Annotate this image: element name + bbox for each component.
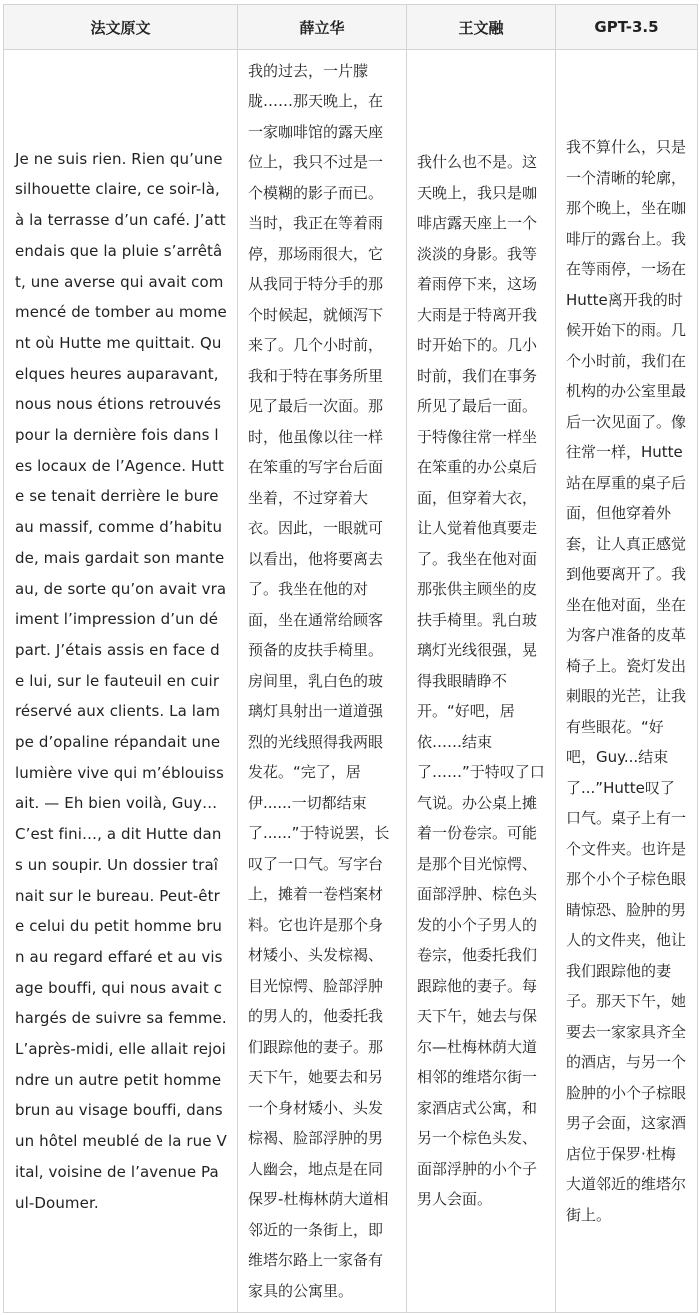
wang-translation-cell: [407, 50, 556, 1313]
xue-translation-text: 我的过去，一片朦胧……那天晚上，在一家咖啡馆的露天座位上，我只不过是一个模糊的影子而已。当时，我正在等着雨停，那场雨很大，它从我同于特分手的那个时候起，就倾泻下来了。几个小时前，我和于特在事务所里见了最后一次面。那时，他虽像以往一样在笨重的写字台后面坐着，不过穿着大衣。因此，一眼就可以看出，他将要离去了。我坐在他的对面，坐在通常给顾客预备的皮扶手椅里。房间里，乳白色的玻璃灯具射出一道道强烈的光线照得我两眼发花。“完了，居伊......一切都结束了......”于特说罢，长叹了一口气。写字台上，摊着一卷档案材料。它也许是那个身材矮小、头发棕褐、目光惊愕、脸部浮肿的男人的，他委托我们跟踪他的妻子。那天下午，她要去和另一个身材矮小、头发棕褐、脸部浮肿的男人幽会，地点是在同保罗-杜梅林荫大道相邻近的一条街上，即维塔尔路上一家备有家具的公寓里。: [248, 61, 390, 1300]
gpt-translation-cell: [556, 50, 698, 1313]
xue-translation-cell: [238, 50, 407, 1313]
content-row: [4, 50, 698, 1313]
header-row: [4, 5, 698, 50]
wang-translation-text: 我什么也不是。这天晚上，我只是咖啡店露天座上一个淡淡的身影。我等着雨停下来，这场大雨是于特离开我时开始下的。几小时前，我们在事务所见了最后一面。于特像往常一样坐在笨重的办公桌后面，但穿着大衣，让人觉着他真要走了。我坐在他对面那张供主顾坐的皮扶手椅里。乳白玻璃灯光线很强，晃得我眼睛睁不开。“好吧，居依……结束了……”于特叹了口气说。办公桌上摊着一份卷宗。可能是那个目光惊愕、面部浮肿、棕色头发的小个子男人的卷宗，他委托我们跟踪他的妻子。每天下午，她去与保尔—杜梅林荫大道相邻的维塔尔街一家酒店式公寓，和另一个棕色头发、面部浮肿的小个子男人会面。: [417, 153, 545, 1209]
translation-comparison-table: [3, 4, 698, 1313]
gpt-translation-text: 我不算什么，只是一个清晰的轮廓，那个晚上，坐在咖啡厅的露台上。我在等雨停，一场在Hutte离开我的时候开始下的雨。几个小时前，我们在机构的办公室里最后一次见面了。像往常一样，Hutte站在厚重的桌子后面，但他穿着外套，让人真正感觉到他要离开了。我坐在他对面，坐在为客户准备的皮革椅子上。瓷灯发出刺眼的光芒，让我有些眼花。“好吧，Guy...结束了...”Hutte叹了口气。桌子上有一个文件夹。也许是那个小个子棕色眼睛惊恐、脸肿的男人的文件夹，他让我们跟踪他的妻子。那天下午，她要去一家家具齐全的酒店，与另一个脸肿的小个子棕眼男子会面，这家酒店位于保罗·杜梅大道邻近的维塔尔街上。: [566, 138, 687, 1224]
header-gpt-35: GPT-3.5: [556, 5, 698, 50]
header-french-original: 法文原文: [4, 5, 238, 50]
header-wang-wenrong: 王文融: [407, 5, 556, 50]
french-original-cell: [4, 50, 238, 1313]
header-xue-lihua: 薛立华: [238, 5, 407, 50]
french-original-text: Je ne suis rien. Rien qu’une silhouette claire, ce soir-là, à la terrasse d’un café. J’attendais que la pluie s’arrêtât, une averse qui avait commencé de tomber au moment où Hutte me quittait. Quelques heures auparavant, nous nous étions retrouvés pour la dernière fois dans les locaux de l’Agence. Hutte se tenait derrière le bureau massif, comme d’habitude, mais gardait son manteau, de sorte qu’on avait vraiment l’impression d’un départ. J’étais assis en face de lui, sur le fauteuil en cuir réservé aux clients. La lampe d’opaline répandait une lumière vive qui m’éblouissait. — Eh bien voilà, Guy… C’est fini…, a dit Hutte dans un soupir. Un dossier traînait sur le bureau. Peut-être celui du petit homme brun au regard effaré et au visage bouffi, qui nous avait chargés de suivre sa femme. L’après-midi, elle allait rejoindre un autre petit homme brun au visage bouffi, dans un hôtel meublé de la rue Vital, voisine de l’avenue Paul-Doumer.: [15, 149, 227, 1212]
